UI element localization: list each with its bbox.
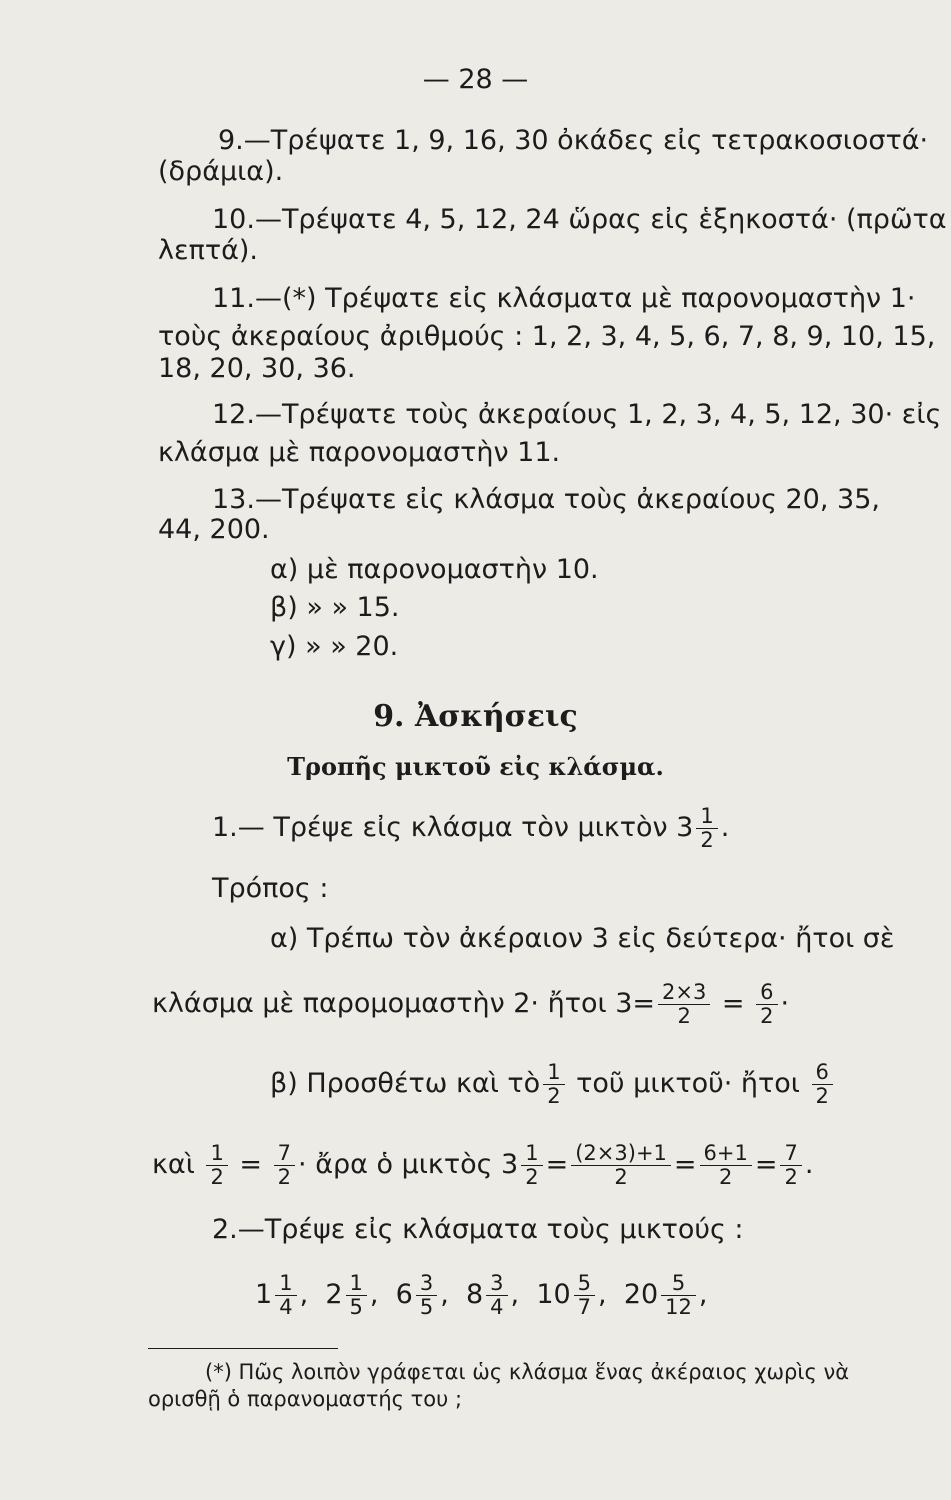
mixed-exercise-1: 1.— Τρέψε εἰς κλάσμα τὸν μικτὸν 3 $\frac{1}{2}$ . bbox=[212, 804, 730, 852]
exercise-13-part-c: γ) » » 20. bbox=[270, 631, 399, 662]
fraction-7-2: $\frac{7}{2}$ bbox=[274, 1142, 295, 1189]
exercise-13-part-a: α) μὲ παρονομαστὴν 10. bbox=[270, 554, 599, 585]
fraction-1-2: $\frac{1}{2}$ bbox=[696, 805, 717, 852]
fraction-1-2: $\frac{1}{2}$ bbox=[521, 1142, 542, 1189]
exercise-11-line-2: τοὺς ἀκεραίους ἀριθμούς : 1, 2, 3, 4, 5, 6, 7, 8, 9, 10, 15, bbox=[158, 321, 936, 352]
mixed-exercise-1-text: 1.— Τρέψε εἰς κλάσμα τὸν μικτὸν 3 bbox=[212, 812, 694, 843]
exercise-12-line-1: 12.—Τρέψατε τοὺς ἀκεραίους 1, 2, 3, 4, 5, 12, 30· εἰς bbox=[212, 399, 942, 430]
fraction-1-4: $\frac{1}{4}$ bbox=[275, 1272, 296, 1319]
exercise-11-line-3: 18, 20, 30, 36. bbox=[158, 353, 356, 384]
method-step-a: α) Τρέπω τὸν ἀκέραιον 3 εἰς δεύτερα· ἤτοι σὲ bbox=[270, 923, 895, 954]
fraction-paren-sum-over-2: $\frac{(2\times 3)+1}{2}$ bbox=[571, 1142, 671, 1189]
exercise-11-line-1: 11.—(*) Τρέψατε εἰς κλάσματα μὲ παρονομαστὴν 1· bbox=[212, 283, 916, 314]
section-heading: 9. Ἀσκήσεις bbox=[373, 699, 578, 734]
footnote-line-1: (*) Πῶς λοιπὸν γράφεται ὡς κλάσμα ἕνας ἀκέραιος χωρὶς νὰ bbox=[205, 1360, 850, 1384]
exercise-9-line-1: 9.—Τρέψατε 1, 9, 16, 30 ὀκάδες εἰς τετρακοσιοστά· bbox=[218, 125, 929, 156]
page-number: — 28 — bbox=[422, 64, 529, 95]
fraction-2x3-over-2: $\frac{2\times 3}{2}$ bbox=[658, 981, 710, 1028]
exercise-12-line-2: κλάσμα μὲ παρονομαστὴν 11. bbox=[158, 437, 561, 468]
exercise-10-line-2: λεπτά). bbox=[158, 235, 258, 266]
fraction-5-12: $\frac{5}{12}$ bbox=[661, 1272, 696, 1319]
exercise-13-line-1: 13.—Τρέψατε εἰς κλάσμα τοὺς ἀκεραίους 20, 35, bbox=[212, 484, 880, 515]
fraction-5-7: $\frac{5}{7}$ bbox=[574, 1272, 595, 1319]
fraction-6plus1-over-2: $\frac{6+1}{2}$ bbox=[700, 1142, 752, 1189]
method-step-a-continued: κλάσμα μὲ παρομομαστὴν 2· ἤτοι 3= $\frac{2\times 3}{2}$ = $\frac{6}{2}$ · bbox=[152, 980, 790, 1028]
fraction-6-2: $\frac{6}{2}$ bbox=[756, 981, 777, 1028]
method-step-b-continued: καὶ $\frac{1}{2}$ = $\frac{7}{2}$ · ἄρα ὁ μικτὸς 3 $\frac{1}{2}$ = $\frac{(2\times 3)+1}{2}$ = $\frac{6+1}{2}$ = $\frac{7}{2}$ . bbox=[152, 1141, 814, 1189]
fraction-3-5: $\frac{3}{5}$ bbox=[416, 1272, 437, 1319]
exercise-10-line-1: 10.—Τρέψατε 4, 5, 12, 24 ὥρας εἰς ἑξηκοστά· (πρῶτα bbox=[212, 204, 947, 235]
mixed-numbers-list: 1 $\frac{1}{4}$ , 2 $\frac{1}{5}$ , 6 $\frac{3}{5}$ , 8 $\frac{3}{4}$ , 10 $\frac{5}{7}$ , 20 $\frac{5}{12}$ , bbox=[255, 1271, 708, 1319]
footnote-divider bbox=[148, 1348, 338, 1349]
fraction-6-2: $\frac{6}{2}$ bbox=[812, 1061, 833, 1108]
fraction-1-2: $\frac{1}{2}$ bbox=[543, 1061, 564, 1108]
exercise-13-part-b: β) » » 15. bbox=[270, 592, 400, 623]
exercise-13-line-2: 44, 200. bbox=[158, 514, 270, 545]
method-label: Τρόπος : bbox=[212, 873, 329, 904]
fraction-1-2: $\frac{1}{2}$ bbox=[206, 1142, 227, 1189]
fraction-1-5: $\frac{1}{5}$ bbox=[346, 1272, 367, 1319]
fraction-7-2: $\frac{7}{2}$ bbox=[780, 1142, 801, 1189]
fraction-3-4: $\frac{3}{4}$ bbox=[486, 1272, 507, 1319]
footnote-line-2: ορισθῇ ὁ παρανομαστής του ; bbox=[148, 1387, 463, 1411]
mixed-exercise-2: 2.—Τρέψε εἰς κλάσματα τοὺς μικτούς : bbox=[212, 1214, 744, 1245]
exercise-9-line-2: (δράμια). bbox=[158, 156, 284, 187]
method-step-b: β) Προσθέτω καὶ τὸ $\frac{1}{2}$ τοῦ μικτοῦ· ἤτοι $\frac{6}{2}$ bbox=[270, 1052, 836, 1116]
section-subheading: Τροπῆς μικτοῦ εἰς κλάσμα. bbox=[287, 752, 664, 781]
